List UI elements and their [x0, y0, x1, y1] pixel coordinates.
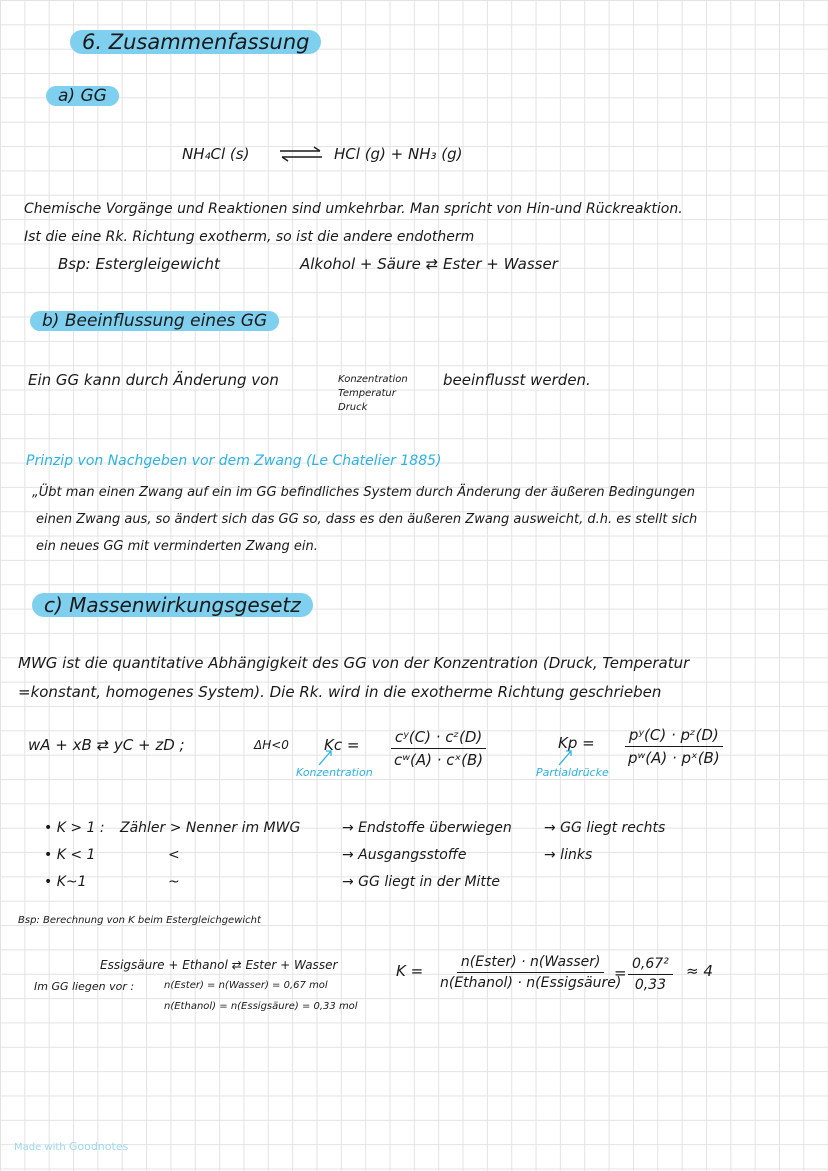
bullet-2-res: → Ausgangsstoffe: [342, 847, 467, 863]
kc-denominator: cʷ(A) · cˣ(B): [394, 751, 484, 769]
kc-numerator: cʸ(C) · cᶻ(D): [391, 728, 486, 749]
quote-line-2: einen Zwang aus, so ändert sich das GG so, dass es den äußeren Zwang ausweicht, d.h. es stellt sich: [36, 512, 698, 527]
enthalpy: ΔH<0: [254, 738, 289, 752]
k-fraction: [436, 954, 625, 991]
k-numerator: n(Ester) · n(Wasser): [457, 954, 605, 973]
kp-label: Kp =: [558, 734, 595, 752]
kp-numerator: pʸ(C) · pᶻ(D): [625, 726, 723, 747]
kp-fraction: [624, 726, 724, 767]
section-a-heading: a) GG: [46, 86, 119, 106]
calc-line-2: n(Ethanol) = n(Essigsäure) = 0,33 mol: [164, 1001, 358, 1012]
quote-line-3: ein neues GG mit verminderten Zwang ein.: [36, 539, 318, 554]
kp-denominator: pʷ(A) · pˣ(B): [628, 749, 720, 767]
equilibrium-arrow-icon: [278, 146, 324, 162]
k-equals: =: [614, 964, 627, 982]
kc-fraction: [390, 728, 487, 769]
k-denominator: n(Ethanol) · n(Essigsäure): [440, 975, 622, 991]
bullet-3-res: → GG liegt in der Mitte: [342, 874, 501, 890]
watermark-prefix: Made with: [14, 1142, 66, 1153]
k-label: K =: [396, 962, 424, 980]
option-konzentration: Konzentration: [338, 374, 408, 385]
principle-title: Prinzip von Nachgeben vor dem Zwang (Le Chatelier 1885): [26, 453, 442, 469]
section-a-text-2: Ist die eine Rk. Richtung exotherm, so ist die andere endotherm: [24, 229, 475, 245]
quote-line-1: „Übt man einen Zwang auf ein im GG befindliches System durch Änderung der äußeren Bedingungen: [32, 485, 695, 500]
bullet-1-res2: → GG liegt rechts: [544, 820, 666, 836]
bullet-1-res: → Endstoffe überwiegen: [342, 820, 512, 836]
example-equation: Alkohol + Säure ⇄ Ester + Wasser: [300, 255, 558, 273]
bullet-2-res2: → links: [544, 847, 593, 863]
reaction-equation-right: HCl (g) + NH₃ (g): [334, 145, 463, 163]
calc-line-1: n(Ester) = n(Wasser) = 0,67 mol: [164, 980, 328, 991]
kc-note: Konzentration: [296, 766, 373, 779]
bullet-1-mid: Zähler > Nenner im MWG: [120, 820, 301, 836]
example-label: Bsp: Estergleigewicht: [58, 255, 220, 273]
goodnotes-watermark: [14, 1140, 128, 1153]
section-c-text-2: =konstant, homogenes System). Die Rk. wird in die exotherme Richtung geschrieben: [18, 683, 662, 701]
section-a-text-1: Chemische Vorgänge und Reaktionen sind umkehrbar. Man spricht von Hin-und Rückreaktion.: [24, 201, 683, 217]
kc-label: Kc =: [324, 736, 360, 754]
section-b-text-end: beeinflusst werden.: [443, 371, 591, 389]
k-value-denominator: 0,33: [634, 977, 666, 993]
calc-label: Im GG liegen vor :: [34, 980, 135, 993]
option-temperatur: Temperatur: [338, 388, 396, 399]
k-value-numerator: 0,67²: [628, 956, 673, 975]
page-title: 6. Zusammenfassung: [70, 30, 321, 54]
calc-title: Bsp: Berechnung von K beim Estergleichgewicht: [18, 915, 261, 926]
mwg-reaction: wA + xB ⇄ yC + zD ;: [28, 736, 185, 754]
bullet-2-cond: • K < 1: [44, 847, 96, 863]
section-b-heading: b) Beeinflussung eines GG: [30, 311, 279, 331]
option-druck: Druck: [338, 402, 368, 413]
kp-note: Partialdrücke: [536, 766, 609, 779]
calc-equation: Essigsäure + Ethanol ⇄ Ester + Wasser: [100, 958, 338, 972]
bullet-3-mid: ~: [168, 874, 180, 890]
section-c-text-1: MWG ist die quantitative Abhängigkeit des GG von der Konzentration (Druck, Temperatur: [18, 654, 690, 672]
k-result: ≈ 4: [686, 962, 713, 980]
section-b-text: Ein GG kann durch Änderung von: [28, 371, 279, 389]
kc-note-arrow-icon: [316, 748, 336, 766]
watermark-brand: Goodnotes: [68, 1140, 129, 1153]
section-c-heading: c) Massenwirkungsgesetz: [32, 593, 313, 617]
bullet-2-mid: <: [168, 847, 180, 863]
k-value-fraction: [628, 956, 673, 993]
bullet-1-cond: • K > 1 :: [44, 820, 105, 836]
reaction-equation-left: NH₄Cl (s): [182, 145, 250, 163]
kp-note-arrow-icon: [556, 748, 576, 766]
bullet-3-cond: • K~1: [44, 874, 87, 890]
